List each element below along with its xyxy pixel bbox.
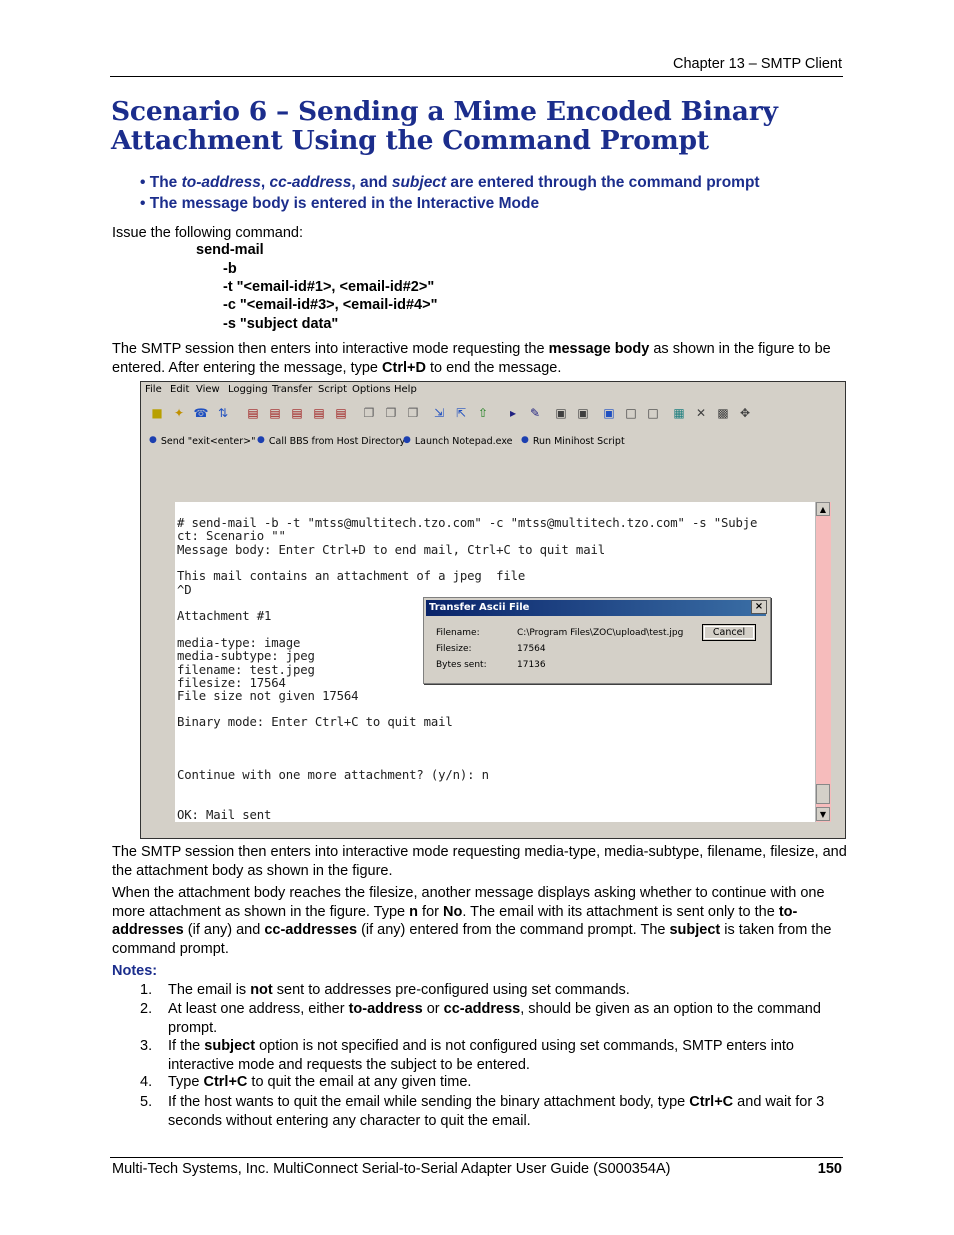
paragraph-2: The SMTP session then enters into interactive mode requesting media-type, media-subtype, filename, filesize, and the attachment body as shown in the figure. (112, 844, 847, 879)
document-icon[interactable]: ❐ (385, 406, 397, 420)
terminal-line: OK: Mail sent (177, 808, 272, 822)
terminal-line: ct: Scenario "" (177, 529, 286, 543)
menu-view[interactable]: View (196, 384, 220, 395)
host-icon[interactable]: ⇅ (217, 406, 229, 420)
terminal-line: # send-mail -b -t "mtss@multitech.tzo.com" -c "mtss@multitech.tzo.com" -s "Subje (177, 516, 758, 530)
menu-logging[interactable]: Logging (228, 384, 268, 395)
connect-icon[interactable]: ■ (151, 406, 163, 420)
terminal-line: File size not given 17564 (177, 689, 359, 703)
menu-bar (141, 382, 845, 399)
terminal-line: filename: test.jpeg (177, 663, 315, 677)
command-option: -c "<email-id#3>, <email-id#4>" (223, 297, 438, 313)
paragraph-3: When the attachment body reaches the filesize, another message displays asking whether to continue with one more attachment as shown in the figure. Type n for No. The email with its attachment is sent only to the to-addresses (if any) and cc-addresses (if any) entered from the command prompt. The subject is taken from the command prompt. (112, 885, 832, 957)
edit-icon[interactable]: ✎ (529, 406, 541, 420)
phone-icon[interactable]: ☎ (193, 406, 209, 420)
menu-edit[interactable]: Edit (170, 384, 190, 395)
running-header: Chapter 13 – SMTP Client (673, 56, 842, 72)
terminal-line: filesize: 17564 (177, 676, 286, 690)
terminal-line: Continue with one more attachment? (y/n): n (177, 768, 489, 782)
settings-icon[interactable]: ▩ (717, 406, 729, 420)
command-option: -b (223, 261, 237, 277)
scroll-down-icon[interactable]: ▼ (816, 807, 830, 821)
terminal-line: Message body: Enter Ctrl+D to end mail, Ctrl+C to quit mail (177, 543, 605, 557)
bytes-sent-value: 17136 (517, 660, 546, 670)
filesize-value: 17564 (517, 644, 546, 654)
macro-button[interactable]: ● Send "exit<enter>" (149, 435, 256, 447)
copy-icon[interactable]: ▤ (291, 406, 303, 420)
move-icon[interactable]: ✥ (739, 406, 751, 420)
filename-label: Filename: (436, 628, 480, 638)
screen-icon[interactable]: ▣ (603, 406, 615, 420)
page-title: Scenario 6 – Sending a Mime Encoded Binary Attachment Using the Command Prompt (111, 96, 778, 156)
close-icon[interactable]: × (751, 600, 767, 614)
dialog-title: Transfer Ascii File (426, 600, 766, 616)
quick-connect-icon[interactable]: ✦ (173, 406, 185, 420)
tools-icon[interactable]: ✕ (695, 406, 707, 420)
blank-window-icon[interactable]: □ (625, 406, 637, 420)
footer-text: Multi-Tech Systems, Inc. MultiConnect Serial-to-Serial Adapter User Guide (S000354A) (112, 1161, 671, 1177)
scroll-thumb[interactable] (816, 784, 830, 804)
menu-script[interactable]: Script (318, 384, 348, 395)
terminal-line: Binary mode: Enter Ctrl+C to quit mail (177, 715, 453, 729)
header-rule (110, 76, 843, 77)
menu-options[interactable]: Options (352, 384, 391, 395)
macro-button[interactable]: ● Run Minihost Script (521, 435, 625, 447)
scroll-up-icon[interactable]: ▲ (816, 502, 830, 516)
intro-text: Issue the following command: (112, 225, 304, 241)
menu-help[interactable]: Help (394, 384, 417, 395)
terminal-screenshot (140, 381, 846, 839)
upload-icon[interactable]: ⇲ (433, 406, 445, 420)
menu-file[interactable]: File (145, 384, 162, 395)
transfer-dialog (423, 597, 771, 684)
bytes-sent-label: Bytes sent: (436, 660, 487, 670)
macro-button[interactable]: ● Launch Notepad.exe (403, 435, 513, 447)
document-icon[interactable]: ❐ (363, 406, 375, 420)
clipboard-icon[interactable]: ▤ (335, 406, 347, 420)
footer-rule (110, 1157, 843, 1158)
command-option: -s "subject data" (223, 316, 339, 332)
window-icon[interactable]: ▣ (555, 406, 567, 420)
paste-icon[interactable]: ▤ (313, 406, 325, 420)
notes-heading: Notes: (112, 963, 158, 979)
terminal-line: ^D (177, 583, 192, 597)
filesize-label: Filesize: (436, 644, 472, 654)
command-option: -t "<email-id#1>, <email-id#2>" (223, 279, 435, 295)
macro-button[interactable]: ● Call BBS from Host Directory (257, 435, 406, 447)
terminal-line: media-type: image (177, 636, 301, 650)
paragraph-1: The SMTP session then enters into interactive mode requesting the message body as shown in the figure to be entered. After entering the message, type Ctrl+D to end the message. (112, 341, 831, 376)
print-icon[interactable]: ▤ (247, 406, 259, 420)
terminal-scrollbar[interactable] (815, 502, 831, 822)
grid-icon[interactable]: ▦ (673, 406, 685, 420)
bullet-1: • The to-address, cc-address, and subject are entered through the command prompt (140, 174, 760, 191)
macro-bar (141, 432, 845, 448)
command-line: send-mail (196, 242, 264, 258)
cancel-button[interactable]: Cancel (702, 624, 756, 641)
filename-value: C:\Program Files\ZOC\upload\test.jpg (517, 628, 684, 638)
window-icon[interactable]: ▣ (577, 406, 589, 420)
menu-transfer[interactable]: Transfer (272, 384, 313, 395)
bullet-2: • The message body is entered in the Interactive Mode (140, 195, 540, 212)
terminal-line: This mail contains an attachment of a jpeg file (177, 569, 526, 583)
blank-window-icon[interactable]: □ (647, 406, 659, 420)
transfer-icon[interactable]: ⇧ (477, 406, 489, 420)
save-icon[interactable]: ▤ (269, 406, 281, 420)
download-icon[interactable]: ⇱ (455, 406, 467, 420)
document-icon[interactable]: ❐ (407, 406, 419, 420)
play-icon[interactable]: ▸ (509, 406, 517, 420)
toolbar (145, 402, 841, 428)
terminal-line: Attachment #1 (177, 609, 272, 623)
terminal-line: media-subtype: jpeg (177, 649, 315, 663)
page-number: 150 (817, 1161, 842, 1177)
